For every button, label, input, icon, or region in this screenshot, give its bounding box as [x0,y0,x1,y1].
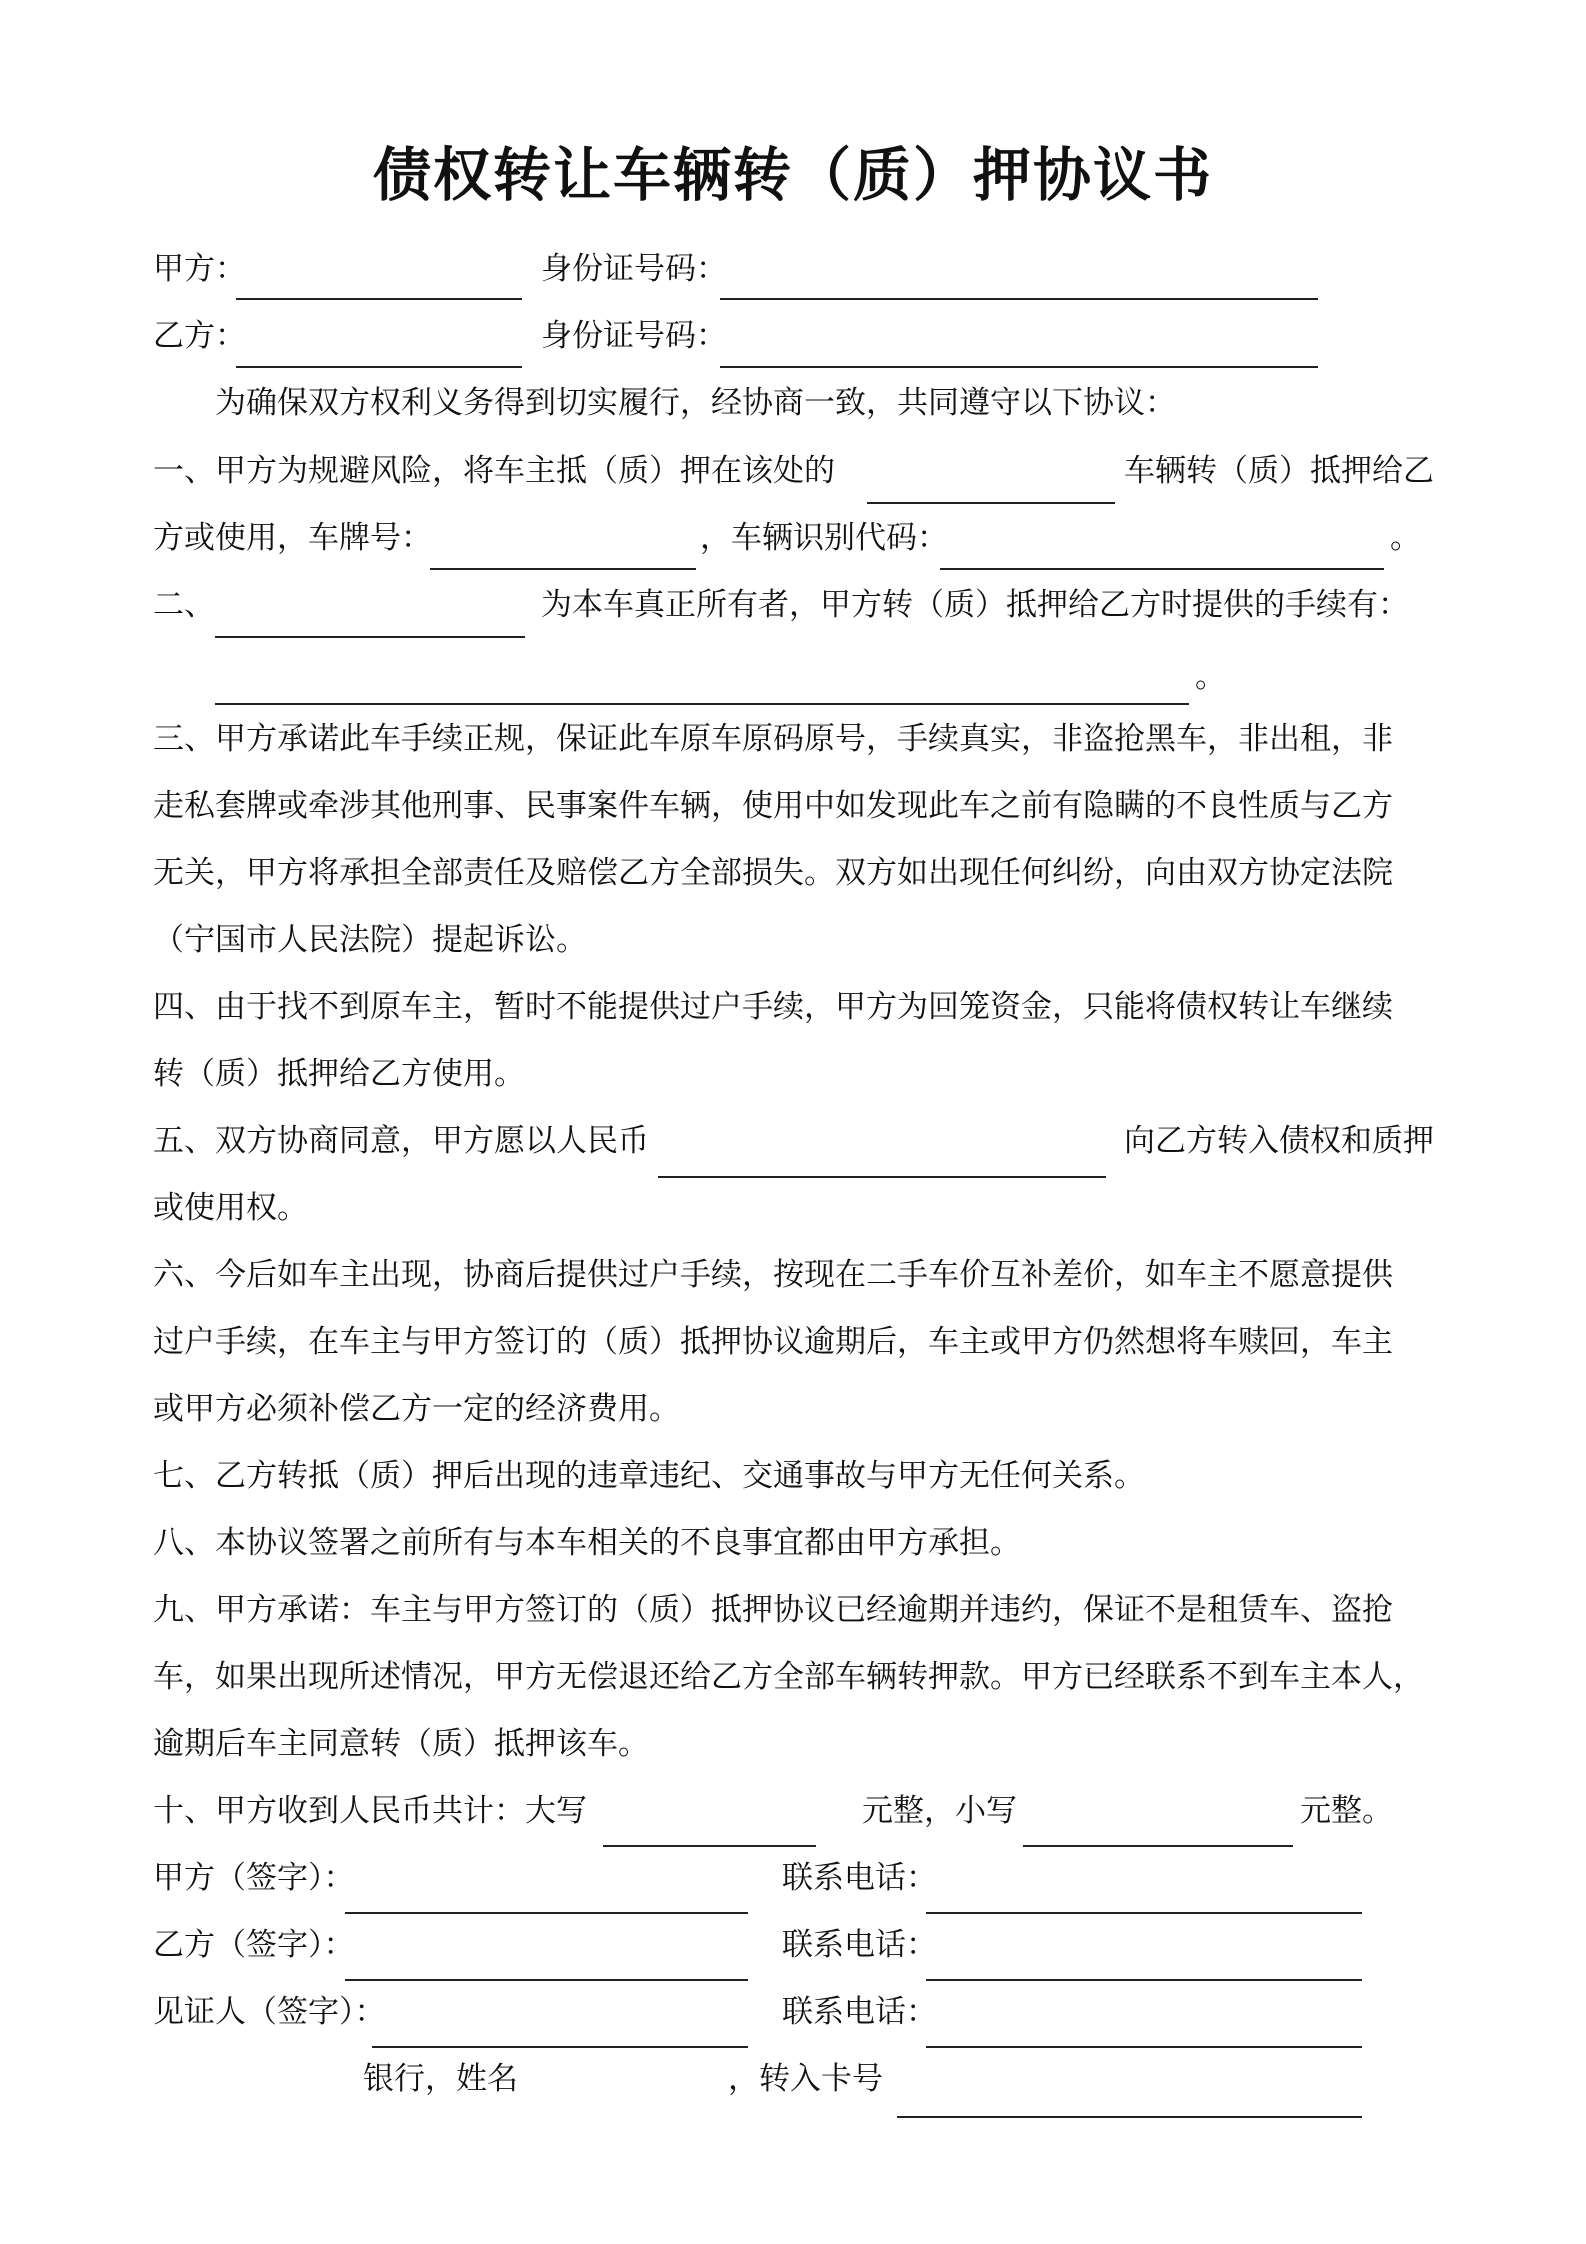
party-b-phone-blank[interactable] [926,1979,1362,1981]
clause-3-line-2: 走私套牌或牵涉其他刑事、民事案件车辆，使用中如发现此车之前有隐瞒的不良性质与乙方 [153,788,1393,824]
clause-5-text-a: 五、双方协商同意，甲方愿以人民币 [153,1123,649,1159]
amount-in-words-blank[interactable] [603,1845,816,1847]
clause-7-text: 七、乙方转抵（质）押后出现的违章违纪、交通事故与甲方无任何关系。 [153,1458,1145,1494]
party-a-signature-blank[interactable] [345,1912,748,1914]
clause-1-text-d: ，车辆识别代码： [700,520,948,556]
clause-2-owner-blank[interactable] [215,636,525,638]
party-b-signature-blank[interactable] [345,1979,748,1981]
clause-1-text-e: 。 [1390,520,1421,556]
witness-signature-label: 见证人（签字）： [153,1994,386,2030]
intro-text: 为确保双方权利义务得到切实履行，经协商一致，共同遵守以下协议： [215,385,1176,421]
witness-phone-label: 联系电话： [782,1994,937,2030]
clause-2-text-a: 二、 [153,587,215,623]
clause-2-text-b: 为本车真正所有者，甲方转（质）抵押给乙方时提供的手续有： [541,587,1409,623]
clause-1-text-c: 方或使用，车牌号： [153,520,432,556]
party-b-name-blank[interactable] [236,366,522,368]
clause-1-text-b: 车辆转（质）抵押给乙 [1124,453,1434,489]
clause-2-documents-blank[interactable] [215,703,1189,705]
party-a-label: 甲方： [153,251,246,287]
witness-signature-blank[interactable] [372,2046,748,2048]
clause-5-text-b: 向乙方转入债权和质押 [1124,1123,1434,1159]
clause-9-line-3: 逾期后车主同意转（质）抵押该车。 [153,1726,649,1762]
clause-3-line-3: 无关，甲方将承担全部责任及赔偿乙方全部损失。双方如出现任何纠纷，向由双方协定法院 [153,855,1393,891]
clause-5-amount-blank[interactable] [658,1176,1106,1178]
clause-1-location-blank[interactable] [867,502,1115,504]
clause-6-line-3: 或甲方必须补偿乙方一定的经济费用。 [153,1391,680,1427]
clause-4-line-2: 转（质）抵押给乙方使用。 [153,1056,525,1092]
clause-10-text-b: 元整，小写 [862,1793,1017,1829]
party-a-phone-blank[interactable] [926,1912,1362,1914]
amount-in-figures-blank[interactable] [1023,1845,1293,1847]
card-number-label: ，转入卡号 [728,2061,883,2097]
party-b-id-blank[interactable] [720,366,1318,368]
clause-5-line-2: 或使用权。 [153,1190,308,1226]
party-b-signature-label: 乙方（签字）： [153,1927,355,1963]
party-b-label: 乙方： [153,318,246,354]
clause-6-line-1: 六、今后如车主出现，协商后提供过户手续，按现在二手车价互补差价，如车主不愿意提供 [153,1257,1393,1293]
clause-9-line-2: 车，如果出现所述情况，甲方无偿退还给乙方全部车辆转押款。甲方已经联系不到车主本人， [153,1659,1424,1695]
plate-number-blank[interactable] [430,568,696,570]
clause-2-text-c: 。 [1195,659,1226,695]
document-title: 债权转让车辆转（质）押协议书 [372,141,1213,209]
clause-9-line-1: 九、甲方承诺：车主与甲方签订的（质）抵押协议已经逾期并违约，保证不是租赁车、盗抢 [153,1592,1393,1628]
party-b-phone-label: 联系电话： [782,1927,937,1963]
party-a-id-label: 身份证号码： [541,251,727,287]
party-a-name-blank[interactable] [236,298,522,300]
bank-name-label: 银行，姓名 [363,2061,518,2097]
party-b-id-label: 身份证号码： [541,318,727,354]
card-number-blank[interactable] [897,2116,1362,2118]
party-a-signature-label: 甲方（签字）： [153,1860,355,1896]
clause-10-text-c: 元整。 [1300,1793,1393,1829]
clause-3-line-1: 三、甲方承诺此车手续正规，保证此车原车原码原号，手续真实，非盗抢黑车，非出租，非 [153,721,1393,757]
party-a-phone-label: 联系电话： [782,1860,937,1896]
clause-8-text: 八、本协议签署之前所有与本车相关的不良事宜都由甲方承担。 [153,1525,1021,1561]
clause-10-text-a: 十、甲方收到人民币共计：大写 [153,1793,587,1829]
party-a-id-blank[interactable] [720,298,1318,300]
vin-blank[interactable] [940,568,1384,570]
clause-1-text-a: 一、甲方为规避风险，将车主抵（质）押在该处的 [153,453,835,489]
clause-4-line-1: 四、由于找不到原车主，暂时不能提供过户手续，甲方为回笼资金，只能将债权转让车继续 [153,989,1393,1025]
clause-6-line-2: 过户手续，在车主与甲方签订的（质）抵押协议逾期后，车主或甲方仍然想将车赎回，车主 [153,1324,1393,1360]
witness-phone-blank[interactable] [926,2046,1362,2048]
clause-3-line-4: （宁国市人民法院）提起诉讼。 [153,922,587,958]
